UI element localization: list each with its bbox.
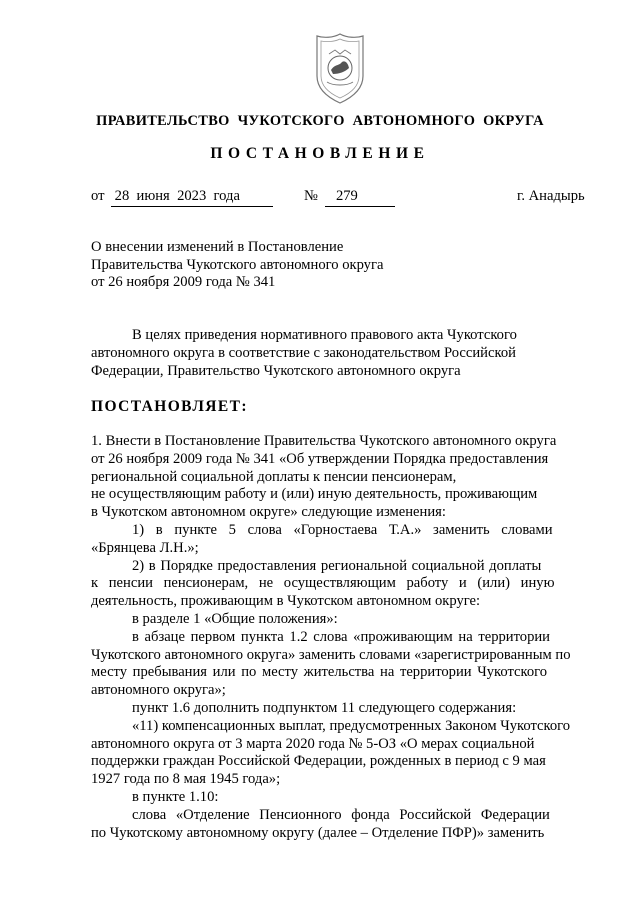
- body-line: в Чукотском автономном округе» следующие изменения:: [91, 504, 446, 521]
- body-line: автономного округа от 3 марта 2020 года № 5-ОЗ «О мерах социальной: [91, 735, 535, 752]
- body-line: пункт 1.6 дополнить подпунктом 11 следующего содержания:: [132, 699, 517, 716]
- document-number: 279: [325, 188, 395, 207]
- government-title: ПРАВИТЕЛЬСТВО ЧУКОТСКОГО АВТОНОМНОГО ОКРУГА: [96, 113, 544, 129]
- body-line: не осуществляющим работу и (или) иную деятельность, проживающим: [91, 486, 538, 503]
- document-body: [91, 433, 596, 842]
- preamble-line: Федерации, Правительство Чукотского автономного округа: [91, 362, 461, 379]
- document-subject: [91, 239, 406, 292]
- body-line: деятельность, проживающим в Чукотском автономном округе:: [91, 593, 481, 610]
- body-line: «11) компенсационных выплат, предусмотренных Законом Чукотского: [132, 717, 571, 734]
- document-date: 28 июня 2023 года: [111, 188, 273, 207]
- body-line: 1) в пункте 5 слова «Горностаева Т.А.» заменить словами: [132, 521, 553, 538]
- preamble: [91, 327, 596, 380]
- body-line: региональной социальной доплаты к пенсии пенсионерам,: [91, 468, 457, 485]
- subject-line: О внесении изменений в Постановление: [91, 239, 344, 255]
- body-line: в абзаце первом пункта 1.2 слова «проживающим на территории: [132, 628, 550, 645]
- preamble-line: В целях приведения нормативного правового акта Чукотского: [132, 327, 517, 343]
- body-line: 2) в Порядке предоставления региональной социальной доплаты: [132, 557, 542, 574]
- body-line: по Чукотскому автономному округу (далее – Отделение ПФР)» заменить: [91, 824, 545, 841]
- preamble-line: автономного округа в соответствие с законодательством Российской: [91, 344, 516, 361]
- number-prefix: №: [304, 188, 318, 204]
- body-line: «Брянцева Л.Н.»;: [91, 539, 199, 556]
- body-line: 1. Внести в Постановление Правительства Чукотского автономного округа: [91, 433, 557, 449]
- decree-word: ПОСТАНОВЛЯЕТ:: [91, 398, 248, 415]
- body-line: от 26 ноября 2009 года № 341 «Об утверждении Порядка предоставления: [91, 450, 549, 467]
- body-line: в пункте 1.10:: [132, 788, 219, 805]
- body-line: Чукотского автономного округа» заменить словами «зарегистрированным по: [91, 646, 571, 663]
- coat-of-arms-icon: [309, 30, 371, 106]
- document-type-heading: ПОСТАНОВЛЕНИЕ: [210, 145, 430, 162]
- document-city: г. Анадырь: [517, 188, 585, 204]
- body-line: месту пребывания или по месту жительства на территории Чукотского: [91, 664, 548, 681]
- body-line: в разделе 1 «Общие положения»:: [132, 610, 338, 627]
- body-line: слова «Отделение Пенсионного фонда Российской Федерации: [132, 806, 550, 823]
- body-line: 1927 года по 8 мая 1945 года»;: [91, 771, 281, 788]
- subject-line: от 26 ноября 2009 года № 341: [91, 274, 276, 291]
- date-prefix: от: [91, 188, 105, 204]
- body-line: автономного округа»;: [91, 682, 226, 699]
- body-line: поддержки граждан Российской Федерации, рожденных в период с 9 мая: [91, 753, 546, 770]
- body-line: к пенсии пенсионерам, не осуществляющим работу и (или) иную: [91, 575, 555, 592]
- subject-line: Правительства Чукотского автономного округа: [91, 256, 384, 273]
